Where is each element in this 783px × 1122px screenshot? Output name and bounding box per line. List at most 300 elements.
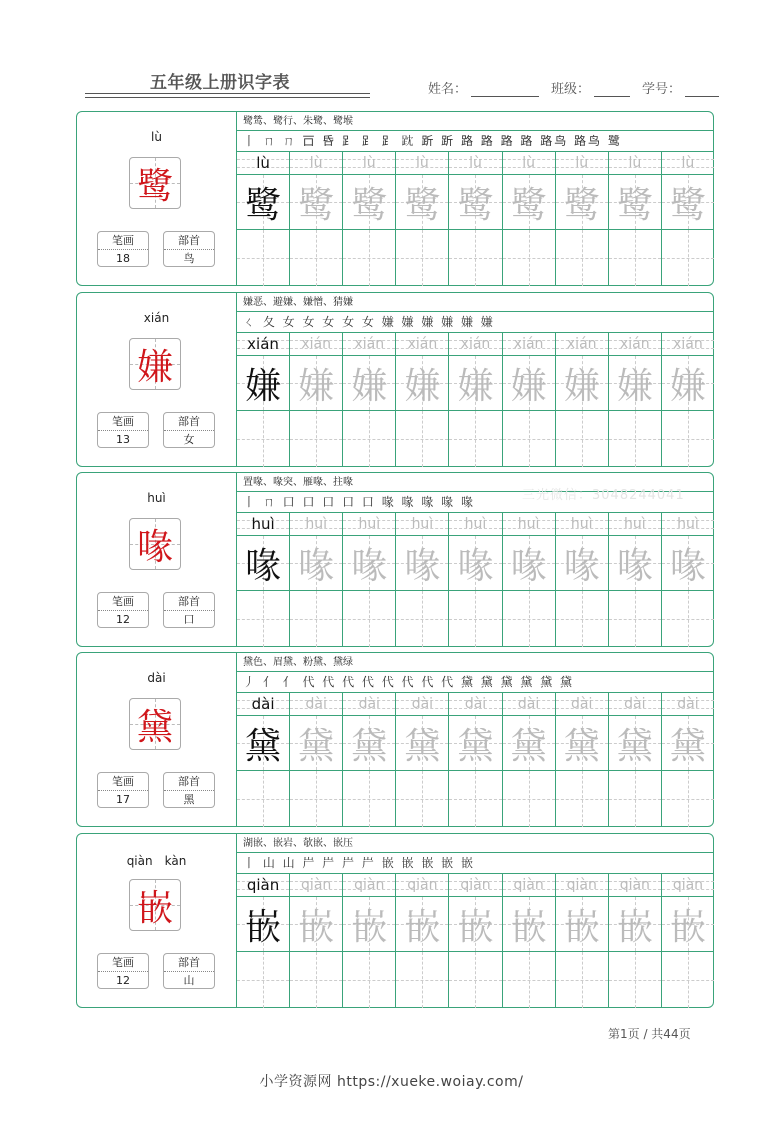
blank-writing-box[interactable] — [290, 411, 342, 467]
pinyin-writing-row — [556, 693, 608, 716]
cell-pinyin: qiàn — [513, 877, 544, 893]
blank-writing-box[interactable] — [503, 952, 555, 1008]
practice-cell[interactable] — [609, 874, 662, 1008]
character-pinyin: xián — [143, 311, 170, 325]
stroke-count-label: 笔画 — [98, 413, 148, 431]
practice-cell[interactable] — [396, 513, 449, 647]
radical-label: 部首 — [164, 232, 214, 250]
practice-cell[interactable] — [556, 333, 609, 467]
character-trace-box — [556, 356, 608, 411]
trace-character: 嵌 — [563, 906, 600, 948]
character-trace-box — [396, 536, 448, 591]
practice-cell[interactable] — [556, 874, 609, 1008]
practice-cell[interactable] — [290, 513, 343, 647]
cell-pinyin: dài — [571, 696, 593, 712]
character-trace-box — [396, 897, 448, 952]
pinyin-writing-row — [609, 333, 661, 356]
trace-character: 黛 — [245, 725, 282, 767]
trace-character: 喙 — [245, 545, 282, 587]
practice-area — [236, 834, 714, 1007]
character-trace-box — [290, 536, 342, 591]
practice-cell[interactable] — [503, 513, 556, 647]
character-glyph: 喙 — [136, 526, 173, 568]
pinyin-writing-row — [290, 693, 342, 716]
practice-cell[interactable] — [662, 513, 714, 647]
practice-cell[interactable] — [290, 333, 343, 467]
title-underline — [85, 93, 370, 98]
pinyin-writing-row — [662, 693, 714, 716]
pinyin-writing-row — [396, 333, 448, 356]
character-trace-box — [503, 716, 555, 771]
character-trace-box — [662, 356, 714, 411]
example-words: 置喙、喙突、雁喙、拄喙 — [237, 473, 714, 492]
blank-writing-box[interactable] — [237, 230, 289, 286]
character-trace-box — [609, 536, 661, 591]
character-trace-box — [237, 175, 289, 230]
cell-pinyin: dài — [464, 696, 487, 712]
practice-cell[interactable] — [396, 152, 449, 286]
blank-writing-box[interactable] — [449, 591, 501, 647]
pinyin-writing-row — [343, 874, 395, 897]
radical-badge — [163, 953, 215, 989]
trace-character: 嫌 — [351, 365, 388, 407]
cell-pinyin: qiàn — [460, 877, 491, 893]
pinyin-writing-row — [449, 693, 501, 716]
blank-writing-box[interactable] — [343, 952, 395, 1008]
stroke-count-badge — [97, 592, 149, 628]
blank-writing-box[interactable] — [290, 591, 342, 647]
pinyin-writing-row — [662, 333, 714, 356]
pinyin-writing-row — [609, 152, 661, 175]
trace-character: 喙 — [669, 545, 706, 587]
pinyin-writing-row — [662, 152, 714, 175]
character-glyph: 嵌 — [136, 887, 173, 929]
practice-cell[interactable] — [343, 874, 396, 1008]
character-display-box — [129, 698, 181, 750]
practice-cell[interactable] — [290, 874, 343, 1008]
practice-cell[interactable] — [503, 693, 556, 827]
student-id-blank[interactable] — [685, 82, 719, 97]
cell-pinyin: dài — [677, 696, 699, 712]
practice-area — [236, 112, 714, 285]
cell-pinyin: xián — [673, 336, 703, 352]
practice-cell[interactable] — [449, 513, 502, 647]
practice-cell[interactable] — [609, 333, 662, 467]
character-trace-box — [290, 716, 342, 771]
cell-pinyin: dài — [251, 695, 275, 713]
practice-cell[interactable] — [503, 874, 556, 1008]
radical-label: 部首 — [164, 773, 214, 791]
character-summary — [77, 112, 236, 285]
pinyin-writing-row — [237, 152, 289, 175]
blank-writing-box[interactable] — [556, 591, 608, 647]
character-pinyin: qiàn kàn — [126, 854, 187, 868]
character-summary — [77, 473, 236, 646]
blank-writing-box[interactable] — [449, 952, 501, 1008]
blank-writing-box[interactable] — [503, 230, 555, 286]
pinyin-writing-row — [449, 513, 501, 536]
trace-character: 黛 — [616, 725, 653, 767]
character-trace-box — [609, 356, 661, 411]
cell-pinyin: dài — [411, 696, 434, 712]
trace-character: 嫌 — [404, 365, 441, 407]
stroke-order-sequence: 丿 亻 亻 代 代 代 代 代 代 代 代 黛 黛 黛 黛 黛 黛 — [237, 672, 714, 693]
character-trace-box — [449, 356, 501, 411]
name-label: 姓名： — [428, 82, 468, 97]
blank-writing-box[interactable] — [609, 411, 661, 467]
character-glyph: 黛 — [136, 706, 173, 748]
practice-cell[interactable] — [237, 874, 290, 1008]
blank-writing-box[interactable] — [556, 952, 608, 1008]
character-trace-box — [343, 356, 395, 411]
practice-cell[interactable] — [449, 874, 502, 1008]
pinyin-writing-row — [503, 333, 555, 356]
practice-cell[interactable] — [343, 513, 396, 647]
pinyin-writing-row — [449, 152, 501, 175]
cell-pinyin: xián — [407, 336, 438, 352]
radical-label: 部首 — [164, 954, 214, 972]
pinyin-writing-row — [503, 693, 555, 716]
blank-writing-box[interactable] — [237, 591, 289, 647]
practice-cell[interactable] — [343, 152, 396, 286]
character-trace-box — [556, 175, 608, 230]
pinyin-writing-row — [503, 513, 555, 536]
practice-cell[interactable] — [503, 152, 556, 286]
practice-cell[interactable] — [556, 513, 609, 647]
radical-badge — [163, 231, 215, 267]
cell-pinyin: dài — [358, 696, 380, 712]
class-label: 班级： — [551, 82, 591, 97]
trace-character: 鹭 — [669, 184, 706, 226]
character-display-box — [129, 879, 181, 931]
trace-character: 鹭 — [245, 184, 282, 226]
stroke-count-value: 13 — [116, 433, 130, 446]
trace-character: 鹭 — [616, 184, 653, 226]
stroke-order-sequence: ㄑ 夂 女 女 女 女 女 嫌 嫌 嫌 嫌 嫌 嫌 — [237, 312, 714, 333]
radical-value: 口 — [183, 613, 195, 626]
character-trace-box — [503, 536, 555, 591]
trace-character: 黛 — [298, 725, 335, 767]
trace-character: 嫌 — [298, 365, 335, 407]
blank-writing-box[interactable] — [396, 230, 448, 286]
cell-pinyin: huì — [624, 516, 646, 532]
trace-character: 黛 — [510, 725, 547, 767]
trace-character: 嵌 — [457, 906, 494, 948]
blank-writing-box[interactable] — [343, 771, 395, 827]
character-trace-box — [237, 897, 289, 952]
blank-writing-box[interactable] — [237, 952, 289, 1008]
practice-cell[interactable] — [290, 152, 343, 286]
pinyin-writing-row — [556, 152, 608, 175]
cell-pinyin: lù — [362, 155, 376, 171]
character-trace-box — [396, 175, 448, 230]
stroke-count-label: 笔画 — [98, 593, 148, 611]
blank-writing-box[interactable] — [556, 411, 608, 467]
cell-pinyin: xián — [513, 336, 544, 352]
blank-writing-box[interactable] — [396, 591, 448, 647]
character-trace-box — [556, 716, 608, 771]
blank-writing-box[interactable] — [662, 771, 714, 827]
pinyin-writing-row — [503, 874, 555, 897]
cell-pinyin: lù — [522, 155, 535, 171]
blank-writing-box[interactable] — [290, 771, 342, 827]
trace-character: 嫌 — [457, 365, 494, 407]
character-trace-box — [396, 356, 448, 411]
character-trace-box — [290, 175, 342, 230]
stroke-count-badge — [97, 412, 149, 448]
practice-cell[interactable] — [237, 333, 290, 467]
page-header — [0, 0, 783, 110]
blank-writing-box[interactable] — [290, 952, 342, 1008]
practice-cell[interactable] — [662, 693, 714, 827]
character-card — [76, 111, 714, 286]
practice-cell[interactable] — [609, 513, 662, 647]
pinyin-writing-row — [343, 333, 395, 356]
pinyin-writing-row — [237, 513, 289, 536]
cell-pinyin: xián — [460, 336, 491, 352]
cell-pinyin: dài — [624, 696, 646, 712]
cell-pinyin: huì — [305, 516, 327, 532]
cell-pinyin: huì — [411, 516, 434, 532]
trace-character: 鹭 — [351, 184, 388, 226]
radical-badge — [163, 592, 215, 628]
blank-writing-box[interactable] — [662, 952, 714, 1008]
cell-pinyin: huì — [251, 515, 275, 533]
pinyin-writing-row — [662, 874, 714, 897]
practice-cell[interactable] — [503, 333, 556, 467]
example-words: 鹭鸶、鹭行、朱鹭、鹭堠 — [237, 112, 714, 131]
class-blank[interactable] — [594, 82, 630, 97]
pinyin-writing-row — [343, 513, 395, 536]
blank-writing-box[interactable] — [449, 771, 501, 827]
blank-writing-box[interactable] — [343, 411, 395, 467]
cell-pinyin: huì — [358, 516, 381, 532]
stroke-order-sequence: 丨 ㄇ ㄇ 𠮛 𠯑 𧾷 𧾷 𧾷 𧿒 𧿧 𧿧 路 路 路 路 路鸟 路鸟 鹭 — [237, 131, 714, 152]
character-trace-box — [343, 536, 395, 591]
character-trace-box — [237, 716, 289, 771]
practice-cell[interactable] — [449, 333, 502, 467]
practice-cell[interactable] — [343, 333, 396, 467]
character-pinyin: huì — [147, 491, 166, 505]
blank-writing-box[interactable] — [237, 771, 289, 827]
pinyin-writing-row — [449, 333, 501, 356]
blank-writing-box[interactable] — [662, 591, 714, 647]
student-id-label: 学号： — [642, 82, 682, 97]
footer-source: 小学资源网 https://xueke.woiay.com/ — [259, 1074, 524, 1090]
trace-character: 嵌 — [298, 906, 335, 948]
radical-value: 女 — [183, 433, 195, 446]
pinyin-writing-row — [396, 693, 448, 716]
pinyin-writing-row — [662, 513, 714, 536]
stroke-count-badge — [97, 772, 149, 808]
example-words: 湖嵌、嵌岩、欹嵌、嵌压 — [237, 834, 714, 853]
student-id-field[interactable] — [642, 78, 719, 97]
pinyin-writing-row — [396, 874, 448, 897]
practice-cell[interactable] — [662, 152, 714, 286]
cell-pinyin: huì — [570, 516, 593, 532]
radical-label: 部首 — [164, 593, 214, 611]
cell-pinyin: lù — [681, 155, 695, 171]
practice-cell[interactable] — [396, 693, 449, 827]
practice-cell[interactable] — [662, 333, 714, 467]
trace-character: 喙 — [510, 545, 547, 587]
trace-character: 嫌 — [510, 365, 547, 407]
cell-pinyin: dài — [517, 696, 540, 712]
blank-writing-box[interactable] — [556, 230, 608, 286]
blank-writing-box[interactable] — [503, 591, 555, 647]
radical-value: 黑 — [183, 793, 195, 806]
character-trace-box — [290, 897, 342, 952]
blank-writing-box[interactable] — [662, 411, 714, 467]
trace-character: 鹭 — [404, 184, 441, 226]
trace-character: 喙 — [616, 545, 653, 587]
character-trace-box — [290, 356, 342, 411]
character-trace-box — [449, 716, 501, 771]
trace-character: 黛 — [404, 725, 441, 767]
practice-cell[interactable] — [556, 693, 609, 827]
character-trace-box — [556, 536, 608, 591]
character-trace-box — [609, 175, 661, 230]
blank-writing-box[interactable] — [343, 591, 395, 647]
blank-writing-box[interactable] — [343, 230, 395, 286]
practice-grid — [237, 874, 714, 1008]
blank-writing-box[interactable] — [503, 411, 555, 467]
cell-pinyin: xián — [566, 336, 597, 352]
blank-writing-box[interactable] — [503, 771, 555, 827]
character-trace-box — [556, 897, 608, 952]
character-glyph: 鹭 — [136, 165, 173, 207]
student-info-fields — [428, 78, 731, 97]
name-field[interactable] — [428, 78, 539, 97]
trace-character: 喙 — [351, 545, 388, 587]
blank-writing-box[interactable] — [396, 952, 448, 1008]
blank-writing-box[interactable] — [662, 230, 714, 286]
character-trace-box — [503, 175, 555, 230]
cell-pinyin: qiàn — [246, 876, 280, 894]
pinyin-writing-row — [237, 874, 289, 897]
radical-value: 山 — [183, 974, 195, 987]
practice-cell[interactable] — [609, 693, 662, 827]
cell-pinyin: qiàn — [407, 877, 438, 893]
character-summary — [77, 293, 236, 466]
trace-character: 喙 — [298, 545, 335, 587]
character-summary — [77, 834, 236, 1007]
practice-cell[interactable] — [449, 693, 502, 827]
stroke-order-sequence: 丨 山 山 屵 屵 屵 屵 嵌 嵌 嵌 嵌 嵌 — [237, 853, 714, 874]
character-pinyin: dài — [147, 671, 166, 685]
character-display-box — [129, 157, 181, 209]
practice-cell[interactable] — [343, 693, 396, 827]
practice-cell[interactable] — [237, 693, 290, 827]
trace-character: 鹭 — [563, 184, 600, 226]
trace-character: 嫌 — [563, 365, 600, 407]
pinyin-writing-row — [290, 152, 342, 175]
character-trace-box — [343, 175, 395, 230]
cell-pinyin: huì — [464, 516, 487, 532]
practice-cell[interactable] — [396, 333, 449, 467]
practice-cell[interactable] — [449, 152, 502, 286]
practice-area — [236, 653, 714, 826]
blank-writing-box[interactable] — [609, 230, 661, 286]
practice-cell[interactable] — [396, 874, 449, 1008]
cell-pinyin: xián — [301, 336, 331, 352]
practice-cell[interactable] — [556, 152, 609, 286]
blank-writing-box[interactable] — [609, 591, 661, 647]
cell-pinyin: huì — [677, 516, 699, 532]
practice-cell[interactable] — [237, 152, 290, 286]
pinyin-writing-row — [237, 333, 289, 356]
practice-cell[interactable] — [609, 152, 662, 286]
character-trace-box — [662, 175, 714, 230]
cell-pinyin: lù — [628, 155, 642, 171]
cell-pinyin: huì — [517, 516, 540, 532]
stroke-count-badge — [97, 953, 149, 989]
character-trace-box — [609, 897, 661, 952]
cell-pinyin: qiàn — [672, 877, 704, 893]
trace-character: 嵌 — [245, 906, 282, 948]
character-trace-box — [237, 536, 289, 591]
pinyin-writing-row — [290, 874, 342, 897]
name-blank[interactable] — [471, 82, 539, 97]
blank-writing-box[interactable] — [396, 411, 448, 467]
character-trace-box — [503, 897, 555, 952]
cell-pinyin: dài — [305, 696, 327, 712]
character-trace-box — [662, 897, 714, 952]
page-indicator: 第1页 / 共44页 — [608, 1027, 691, 1041]
blank-writing-box[interactable] — [237, 411, 289, 467]
trace-character: 喙 — [404, 545, 441, 587]
blank-writing-box[interactable] — [290, 230, 342, 286]
practice-cell[interactable] — [290, 693, 343, 827]
trace-character: 黛 — [563, 725, 600, 767]
blank-writing-box[interactable] — [449, 411, 501, 467]
cell-pinyin: lù — [256, 154, 270, 172]
character-display-box — [129, 518, 181, 570]
pinyin-writing-row — [449, 874, 501, 897]
character-trace-box — [237, 356, 289, 411]
stroke-count-label: 笔画 — [98, 232, 148, 250]
blank-writing-box[interactable] — [609, 771, 661, 827]
blank-writing-box[interactable] — [449, 230, 501, 286]
practice-grid — [237, 693, 714, 827]
class-field[interactable] — [551, 78, 630, 97]
pinyin-writing-row — [237, 693, 289, 716]
pinyin-writing-row — [556, 333, 608, 356]
practice-cell[interactable] — [237, 513, 290, 647]
stroke-count-value: 12 — [116, 974, 130, 987]
cell-pinyin: lù — [575, 155, 589, 171]
radical-badge — [163, 412, 215, 448]
pinyin-writing-row — [396, 513, 448, 536]
blank-writing-box[interactable] — [609, 952, 661, 1008]
cell-pinyin: qiàn — [619, 877, 650, 893]
stroke-count-label: 笔画 — [98, 773, 148, 791]
pinyin-writing-row — [343, 693, 395, 716]
practice-grid — [237, 333, 714, 467]
stroke-count-value: 18 — [116, 252, 130, 265]
character-trace-box — [396, 716, 448, 771]
blank-writing-box[interactable] — [556, 771, 608, 827]
trace-character: 黛 — [669, 725, 706, 767]
cell-pinyin: lù — [416, 155, 429, 171]
trace-character: 嫌 — [669, 365, 706, 407]
practice-cell[interactable] — [662, 874, 714, 1008]
blank-writing-box[interactable] — [396, 771, 448, 827]
character-glyph: 嫌 — [136, 346, 173, 388]
character-trace-box — [343, 897, 395, 952]
watermark: 三光微信：3048244041 — [522, 488, 685, 503]
character-trace-box — [449, 175, 501, 230]
